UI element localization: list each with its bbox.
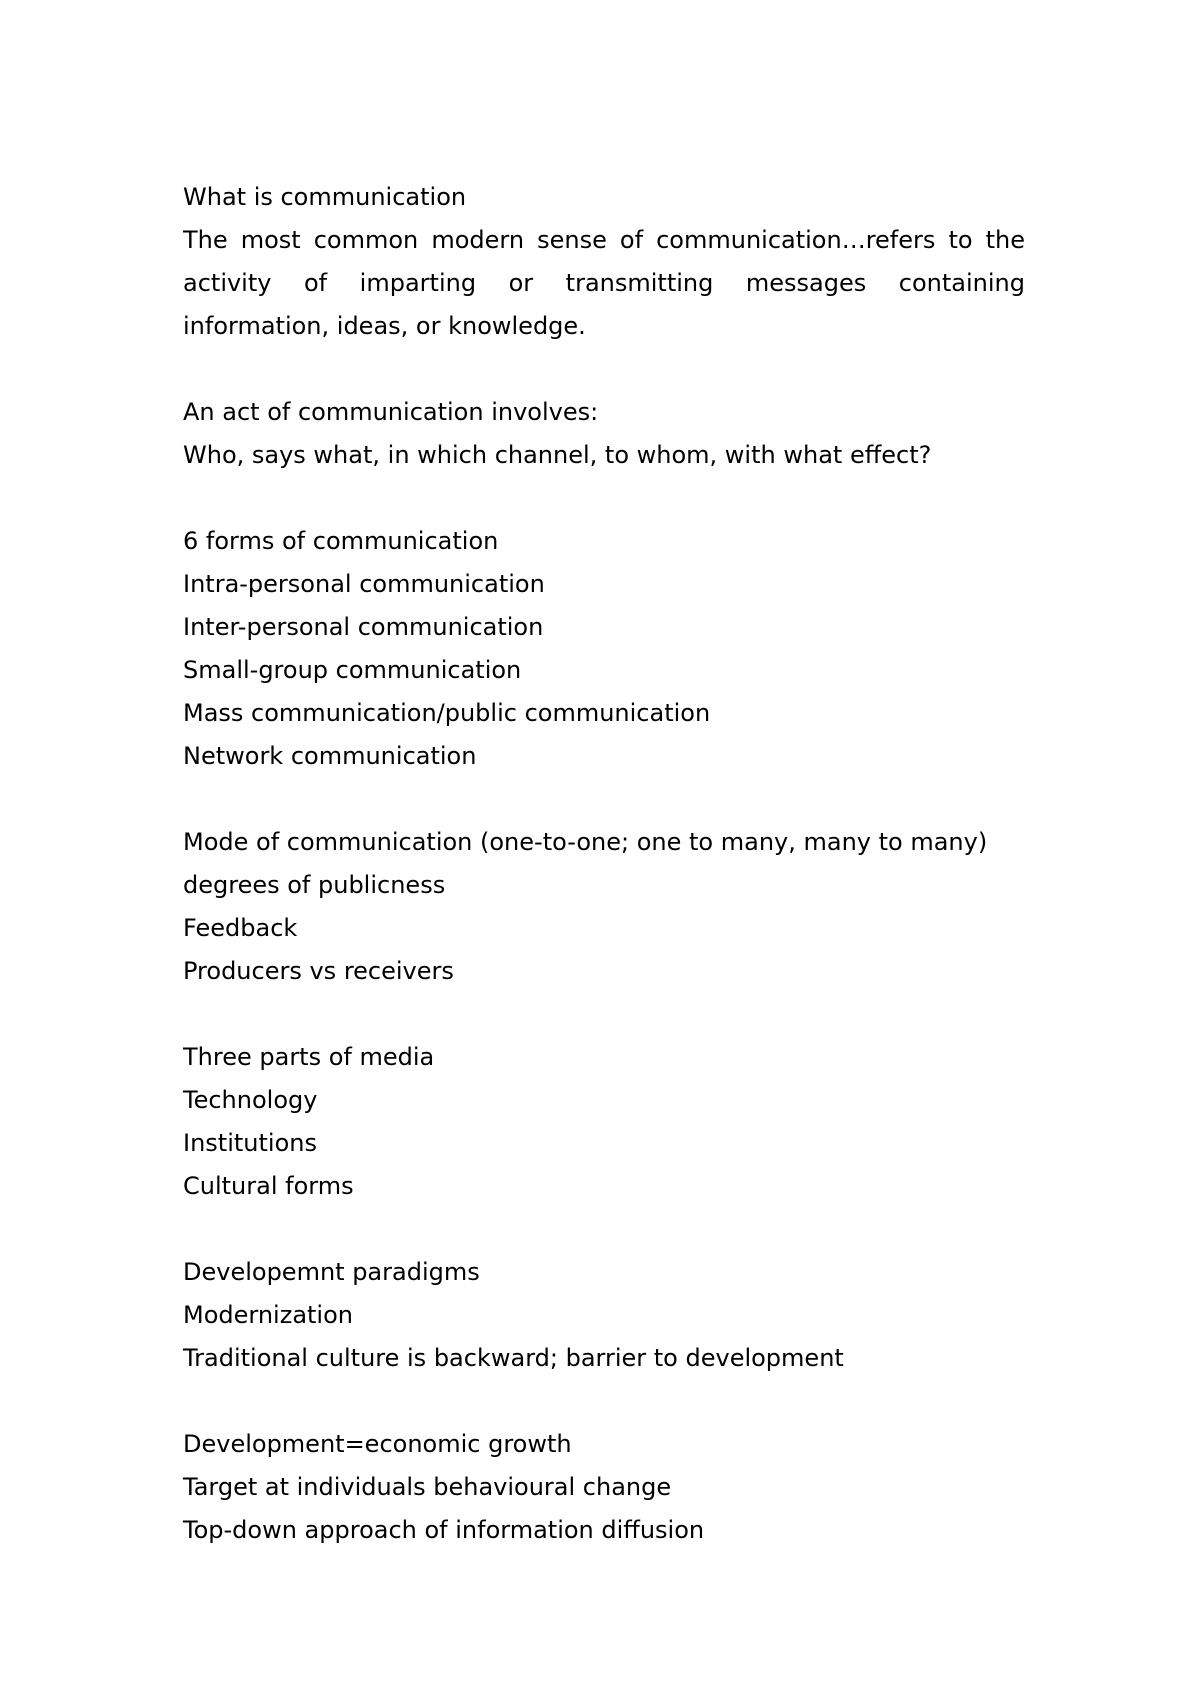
section-heading-forms-of-communication: 6 forms of communication	[183, 527, 499, 555]
list-item: Intra-personal communication	[183, 570, 545, 598]
blank-line	[183, 778, 1025, 821]
list-item: Small-group communication	[183, 656, 522, 684]
section-heading-what-is-communication: What is communication	[183, 183, 467, 211]
document-body	[183, 176, 1025, 1552]
section-heading-three-parts-of-media: Three parts of media	[183, 1043, 435, 1071]
blank-line	[183, 993, 1025, 1036]
list-item: Institutions	[183, 1129, 317, 1157]
list-item: Inter-personal communication	[183, 613, 544, 641]
list-item: degrees of publicness	[183, 871, 446, 899]
section-heading-development-paradigms: Developemnt paradigms	[183, 1258, 480, 1286]
section-heading-mode-of-communication: Mode of communication (one-to-one; one to many, many to many)	[183, 828, 988, 856]
list-item: Traditional culture is backward; barrier to development	[183, 1344, 844, 1372]
list-item: Development=economic growth	[183, 1430, 572, 1458]
lasswell-questions-line: Who, says what, in which channel, to whom, with what effect?	[183, 441, 932, 469]
section-heading-act-of-communication: An act of communication involves:	[183, 398, 599, 426]
definition-paragraph: The most common modern sense of communication…refers to the activity of imparting or transmitting messages containing information, ideas, or knowledge.	[183, 226, 1025, 340]
list-item: Modernization	[183, 1301, 353, 1329]
list-item: Cultural forms	[183, 1172, 354, 1200]
list-item: Top-down approach of information diffusion	[183, 1516, 705, 1544]
blank-line	[183, 1380, 1025, 1423]
blank-line	[183, 477, 1025, 520]
list-item: Technology	[183, 1086, 318, 1114]
list-item: Producers vs receivers	[183, 957, 454, 985]
blank-line	[183, 1208, 1025, 1251]
list-item: Feedback	[183, 914, 298, 942]
list-item: Network communication	[183, 742, 477, 770]
list-item: Mass communication/public communication	[183, 699, 711, 727]
list-item: Target at individuals behavioural change	[183, 1473, 672, 1501]
blank-line	[183, 348, 1025, 391]
